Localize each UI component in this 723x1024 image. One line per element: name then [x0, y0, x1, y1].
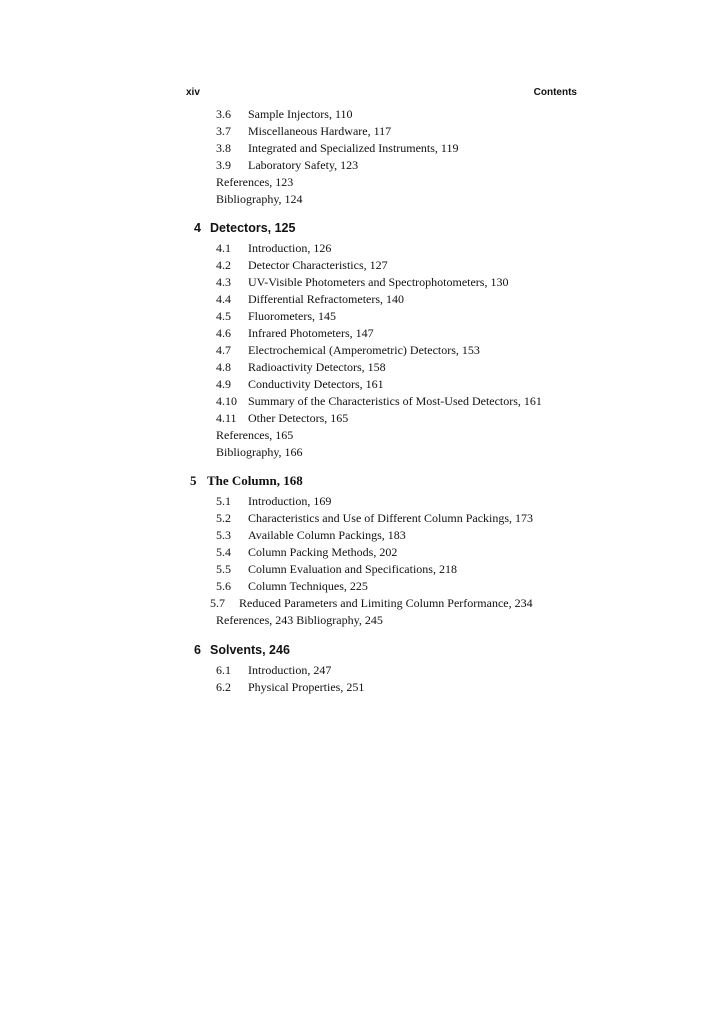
toc-entry — [216, 140, 636, 157]
section-number: 5.1 — [216, 494, 231, 508]
section-number: 5.7 — [210, 596, 225, 610]
chapter-title: The Column, 168 — [207, 473, 303, 488]
references-entry: References, 165 — [216, 428, 294, 442]
section-title: UV-Visible Photometers and Spectrophotometers, 130 — [248, 275, 509, 289]
toc-entry — [216, 376, 636, 393]
section-title: Column Packing Methods, 202 — [248, 545, 398, 559]
section-number: 4.2 — [216, 258, 231, 272]
toc-entry — [216, 578, 636, 595]
toc-entry — [216, 308, 636, 325]
section-number: 6.1 — [216, 663, 231, 677]
section-title: Fluorometers, 145 — [248, 309, 336, 323]
running-title: Contents — [533, 87, 577, 98]
toc-entry — [216, 544, 636, 561]
toc-entry — [216, 106, 636, 123]
bibliography-entry: Bibliography, 166 — [216, 445, 303, 459]
toc-entry — [210, 595, 630, 612]
toc-entry — [216, 527, 636, 544]
toc-entry — [216, 662, 636, 679]
toc-entry — [216, 240, 636, 257]
toc-entry — [216, 510, 636, 527]
section-number: 4.6 — [216, 326, 231, 340]
section-title: Introduction, 247 — [248, 663, 332, 677]
toc-entry — [216, 157, 636, 174]
section-title: Other Detectors, 165 — [248, 411, 349, 425]
section-number: 4.8 — [216, 360, 231, 374]
toc-entry — [216, 561, 636, 578]
section-number: 4.1 — [216, 241, 231, 255]
section-number: 6.2 — [216, 680, 231, 694]
section-number: 5.2 — [216, 511, 231, 525]
section-number: 3.9 — [216, 158, 231, 172]
section-title: Laboratory Safety, 123 — [248, 158, 359, 172]
page-number: xiv — [186, 87, 200, 98]
toc-entry — [216, 123, 636, 140]
toc-entry — [216, 493, 636, 510]
section-title: Infrared Photometers, 147 — [248, 326, 374, 340]
section-number: 4.11 — [216, 411, 237, 425]
toc-entry — [216, 410, 636, 427]
section-title: Column Techniques, 225 — [248, 579, 368, 593]
section-title: Conductivity Detectors, 161 — [248, 377, 384, 391]
toc-entry — [216, 359, 636, 376]
section-title: Column Evaluation and Specifications, 218 — [248, 562, 457, 576]
section-title: Available Column Packings, 183 — [248, 528, 406, 542]
chapter-number: 5 — [190, 473, 197, 488]
section-title: Reduced Parameters and Limiting Column Performance, 234 — [239, 596, 533, 610]
section-number: 3.6 — [216, 107, 231, 121]
section-title: Detector Characteristics, 127 — [248, 258, 388, 272]
toc-entry — [216, 342, 636, 359]
section-number: 4.5 — [216, 309, 231, 323]
section-title: Introduction, 126 — [248, 241, 332, 255]
section-title: Integrated and Specialized Instruments, 119 — [248, 141, 459, 155]
running-header — [186, 87, 577, 101]
section-title: Summary of the Characteristics of Most-Used Detectors, 161 — [248, 394, 542, 408]
section-number: 5.4 — [216, 545, 231, 559]
bibliography-entry: Bibliography, 124 — [216, 192, 303, 206]
section-number: 3.8 — [216, 141, 231, 155]
section-title: Differential Refractometers, 140 — [248, 292, 405, 306]
chapter-title: Solvents, 246 — [210, 643, 290, 657]
chapter-number: 4 — [194, 221, 201, 235]
section-title: Electrochemical (Amperometric) Detectors, 153 — [248, 343, 480, 357]
section-title: Miscellaneous Hardware, 117 — [248, 124, 392, 138]
toc-entry — [216, 274, 636, 291]
section-title: Sample Injectors, 110 — [248, 107, 353, 121]
section-number: 4.3 — [216, 275, 231, 289]
section-number: 5.5 — [216, 562, 231, 576]
toc-entry — [216, 291, 636, 308]
section-number: 4.4 — [216, 292, 231, 306]
chapter-title: Detectors, 125 — [210, 221, 296, 235]
section-title: Physical Properties, 251 — [248, 680, 365, 694]
section-number: 4.10 — [216, 394, 237, 408]
section-number: 5.6 — [216, 579, 231, 593]
toc-entry — [216, 679, 636, 696]
references-bibliography-entry: References, 243 Bibliography, 245 — [216, 613, 383, 627]
section-number: 5.3 — [216, 528, 231, 542]
chapter-number: 6 — [194, 643, 201, 657]
toc-entry — [216, 325, 636, 342]
section-title: Introduction, 169 — [248, 494, 332, 508]
section-number: 4.7 — [216, 343, 231, 357]
section-number: 4.9 — [216, 377, 231, 391]
section-title: Radioactivity Detectors, 158 — [248, 360, 386, 374]
toc-entry — [216, 257, 636, 274]
toc-entry — [216, 393, 636, 410]
references-entry: References, 123 — [216, 175, 294, 189]
section-number: 3.7 — [216, 124, 231, 138]
section-title: Characteristics and Use of Different Column Packings, 173 — [248, 511, 534, 525]
